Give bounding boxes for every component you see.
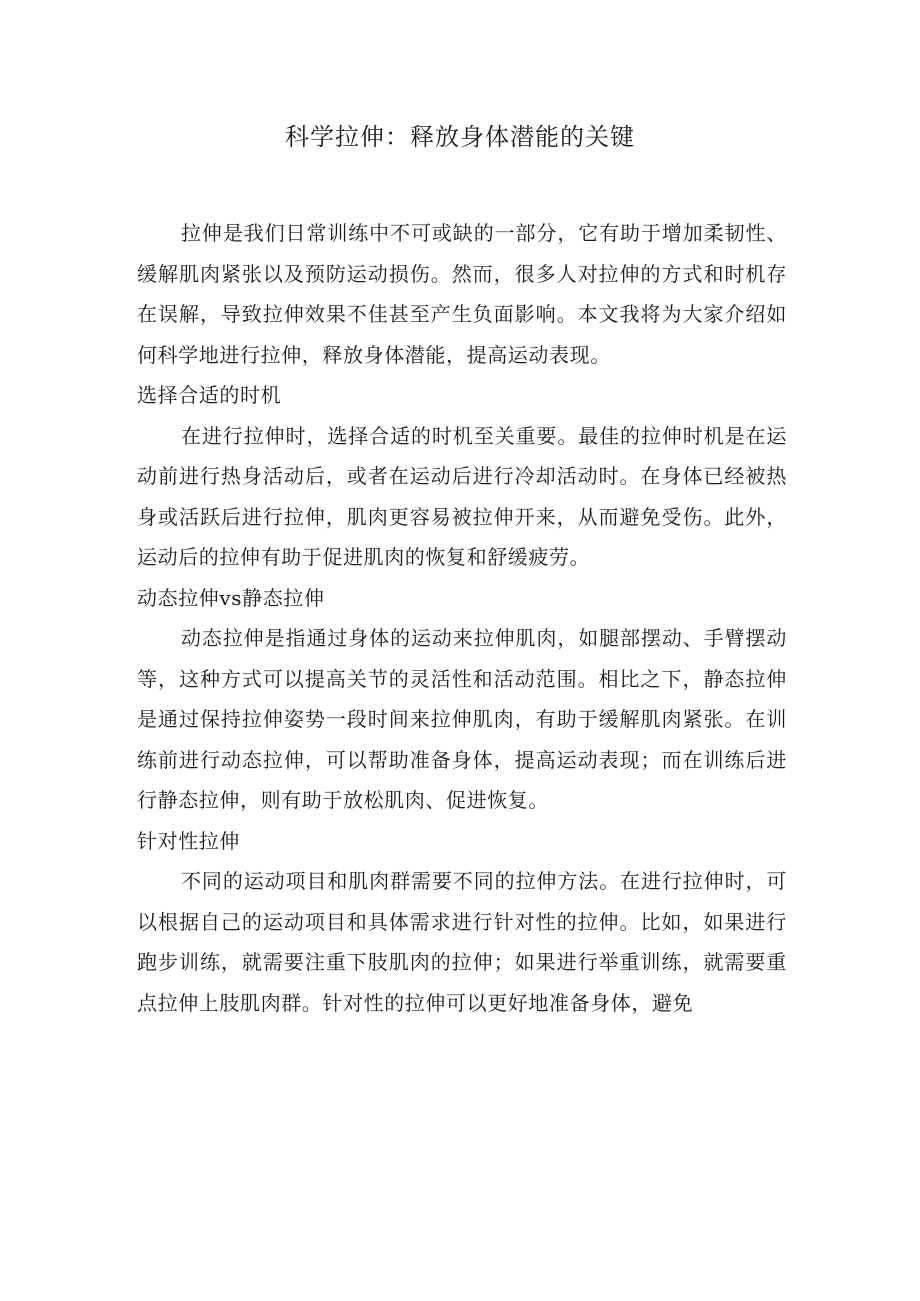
section-paragraph-dynamic-vs-static: 动态拉伸是指通过身体的运动来拉伸肌肉，如腿部摆动、手臂摆动等，这种方式可以提高关节的灵活性和活动范围。相比之下，静态拉伸是通过保持拉伸姿势一段时间来拉伸肌肉，有助于缓解肌肉紧张。在训练前进行动态拉伸，可以帮助准备身体，提高运动表现；而在训练后进行静态拉伸，则有助于放松肌肉、促进恢复。 [137, 626, 787, 812]
intro-paragraph: 拉伸是我们日常训练中不可或缺的一部分，它有助于增加柔韧性、缓解肌肉紧张以及预防运动损伤。然而，很多人对拉伸的方式和时机存在误解，导致拉伸效果不佳甚至产生负面影响。本文我将为大家介绍如何科学地进行拉伸，释放身体潜能，提高运动表现。 [137, 221, 787, 367]
section-paragraph-targeted: 不同的运动项目和肌肉群需要不同的拉伸方法。在进行拉伸时，可以根据自己的运动项目和具体需求进行针对性的拉伸。比如，如果进行跑步训练，就需要注重下肢肌肉的拉伸；如果进行举重训练，就需要重点拉伸上肢肌肉群。针对性的拉伸可以更好地准备身体，避免 [137, 869, 787, 1015]
document-body [137, 213, 787, 1023]
section-heading-dynamic-vs-static: 动态拉伸vs静态拉伸 [137, 585, 325, 610]
section-paragraph-timing: 在进行拉伸时，选择合适的时机至关重要。最佳的拉伸时机是在运动前进行热身活动后，或者在运动后进行冷却活动时。在身体已经被热身或活跃后进行拉伸，肌肉更容易被拉伸开来，从而避免受伤。此外，运动后的拉伸有助于促进肌肉的恢复和舒缓疲劳。 [137, 423, 787, 569]
section-heading-timing: 选择合适的时机 [137, 383, 282, 407]
document-title: 科学拉伸：释放身体潜能的关键 [285, 123, 635, 151]
section-heading-targeted: 针对性拉伸 [137, 828, 240, 853]
